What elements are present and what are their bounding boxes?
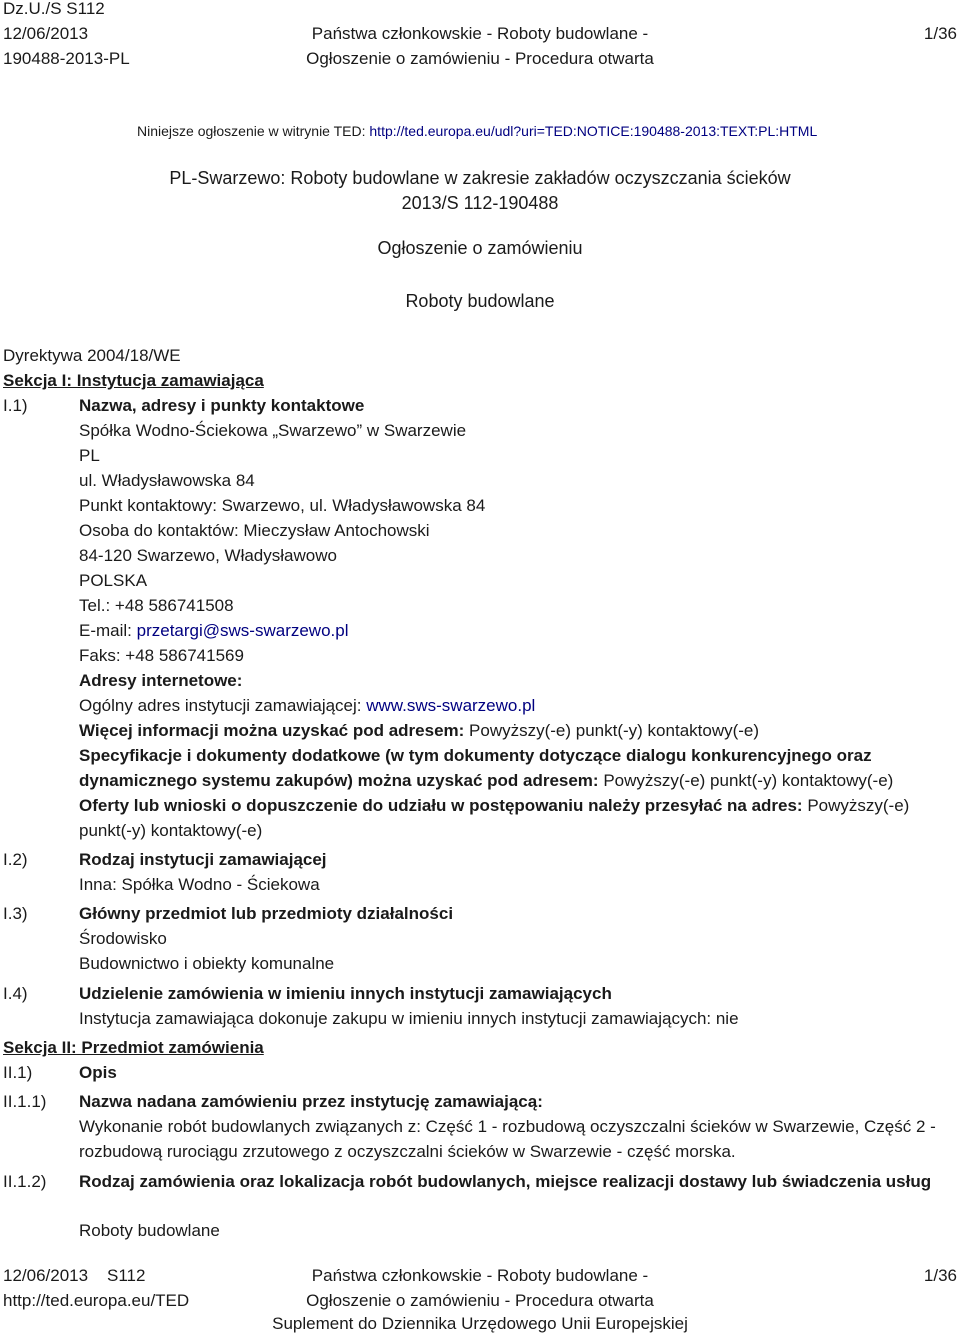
contact-line: 84-120 Swarzewo, Władysławowo: [79, 546, 337, 565]
section-2-1-1-number: II.1.1): [3, 1092, 47, 1111]
section-1-2-number: I.2): [3, 850, 28, 869]
footer-date-issue: 12/06/2013 S112: [3, 1266, 146, 1285]
specs-value: Powyższy(-e) punkt(-y) kontaktowy(-e): [603, 771, 894, 790]
section-1-1-number: I.1): [3, 396, 28, 415]
contact-line: Osoba do kontaktów: Mieczysław Antochowski: [79, 521, 430, 540]
section-1-4-value: Instytucja zamawiająca dokonuje zakupu w imieniu innych instytucji zamawiających: nie: [79, 1009, 739, 1028]
notice-type: Ogłoszenie o zamówieniu: [377, 238, 583, 258]
footer-title-line2: Ogłoszenie o zamówieniu - Procedura otwarta: [306, 1291, 654, 1310]
specs-label: Specyfikacje i dokumenty dodatkowe (w tym dokumenty dotyczące dialogu konkurencyjnego oraz dynamicznego systemu zakupów) można uzyskać pod adresem:: [79, 746, 872, 790]
contact-email-row: [79, 618, 349, 643]
section-1-4-title: Udzielenie zamówienia w imieniu innych instytucji zamawiających: [79, 984, 612, 1003]
email-link[interactable]: przetargi@sws-swarzewo.pl: [136, 621, 349, 640]
header-title-line1: Państwa członkowskie - Roboty budowlane -: [311, 24, 649, 43]
section-1-2-value: Inna: Spółka Wodno - Ściekowa: [79, 875, 320, 894]
contact-line: ul. Władysławowska 84: [79, 471, 255, 490]
section-2-1-1-title: Nazwa nadana zamówieniu przez instytucję zamawiającą:: [79, 1092, 543, 1111]
ted-notice: [137, 122, 817, 140]
contact-line: Punkt kontaktowy: Swarzewo, ul. Władysławowska 84: [79, 496, 486, 515]
more-info-value: Powyższy(-e) punkt(-y) kontaktowy(-e): [469, 721, 760, 740]
web-general-link[interactable]: www.sws-swarzewo.pl: [366, 696, 536, 715]
offers-value: Powyższy(-e) punkt(-y) kontaktowy(-e): [79, 796, 910, 840]
footer-title-line1: Państwa członkowskie - Roboty budowlane -: [311, 1266, 649, 1285]
journal-ref: Dz.U./S S112: [3, 0, 105, 18]
header-title-line2: Ogłoszenie o zamówieniu - Procedura otwarta: [306, 49, 654, 68]
web-addresses-heading: Adresy internetowe:: [79, 671, 243, 690]
section-2-heading: Sekcja II: Przedmiot zamówienia: [3, 1038, 264, 1057]
footer-supplement: Suplement do Dziennika Urzędowego Unii Europejskiej: [272, 1314, 688, 1333]
directive: Dyrektywa 2004/18/WE: [3, 346, 181, 365]
ted-notice-link[interactable]: http://ted.europa.eu/udl?uri=TED:NOTICE:190488-2013:TEXT:PL:HTML: [369, 123, 818, 139]
section-2-1-number: II.1): [3, 1063, 33, 1082]
ted-notice-label: Niniejsze ogłoszenie w witrynie TED:: [137, 123, 370, 139]
header-doc-id: 190488-2013-PL: [3, 49, 130, 68]
contact-line: POLSKA: [79, 571, 148, 590]
header-date: 12/06/2013: [3, 24, 89, 43]
section-2-1-1-value: Wykonanie robót budowlanych związanych z: Część 1 - rozbudową oczyszczalni ścieków w Swarzewie, Część 2 - rozbudową rurociągu zrzutowego z oczyszczalni ścieków w Swarzewie - część morska.: [79, 1117, 936, 1161]
notice-title: PL-Swarzewo: Roboty budowlane w zakresie zakładów oczyszczania ścieków: [169, 168, 791, 188]
contact-fax: Faks: +48 586741569: [79, 646, 244, 665]
section-2-1-2-value: Roboty budowlane: [79, 1221, 220, 1240]
contract-type: Roboty budowlane: [405, 291, 555, 311]
section-1-4-number: I.4): [3, 984, 28, 1003]
specs-row: [79, 743, 949, 793]
contact-line: PL: [79, 446, 100, 465]
section-1-3-number: I.3): [3, 904, 28, 923]
section-1-1-title: Nazwa, adresy i punkty kontaktowe: [79, 396, 365, 415]
contact-phone: Tel.: +48 586741508: [79, 596, 234, 615]
offers-row: [79, 793, 949, 843]
activity-item: Budownictwo i obiekty komunalne: [79, 954, 335, 973]
offers-label: Oferty lub wnioski o dopuszczenie do udziału w postępowaniu należy przesyłać na adres:: [79, 796, 808, 815]
section-2-1-2-number: II.1.2): [3, 1172, 47, 1191]
activity-item: Środowisko: [79, 929, 167, 948]
email-label: E-mail:: [79, 621, 137, 640]
header-page: 1/36: [923, 24, 957, 43]
section-2-1-2-title: Rodzaj zamówienia oraz lokalizacja robót budowlanych, miejsce realizacji dostawy lub świadczenia usług: [79, 1172, 932, 1191]
footer-page: 1/36: [923, 1266, 957, 1285]
section-2-1-title: Opis: [79, 1063, 117, 1082]
notice-number: 2013/S 112-190488: [401, 193, 559, 213]
section-1-heading: Sekcja I: Instytucja zamawiająca: [3, 371, 264, 390]
contact-line: Spółka Wodno-Ściekowa „Swarzewo” w Swarzewie: [79, 421, 467, 440]
section-1-2-title: Rodzaj instytucji zamawiającej: [79, 850, 327, 869]
more-info-row: [79, 718, 759, 743]
footer-url[interactable]: http://ted.europa.eu/TED: [3, 1291, 190, 1310]
web-general-row: [79, 693, 535, 718]
more-info-label: Więcej informacji można uzyskać pod adresem:: [79, 721, 470, 740]
web-general-label: Ogólny adres instytucji zamawiającej:: [79, 696, 367, 715]
section-1-3-title: Główny przedmiot lub przedmioty działalności: [79, 904, 454, 923]
